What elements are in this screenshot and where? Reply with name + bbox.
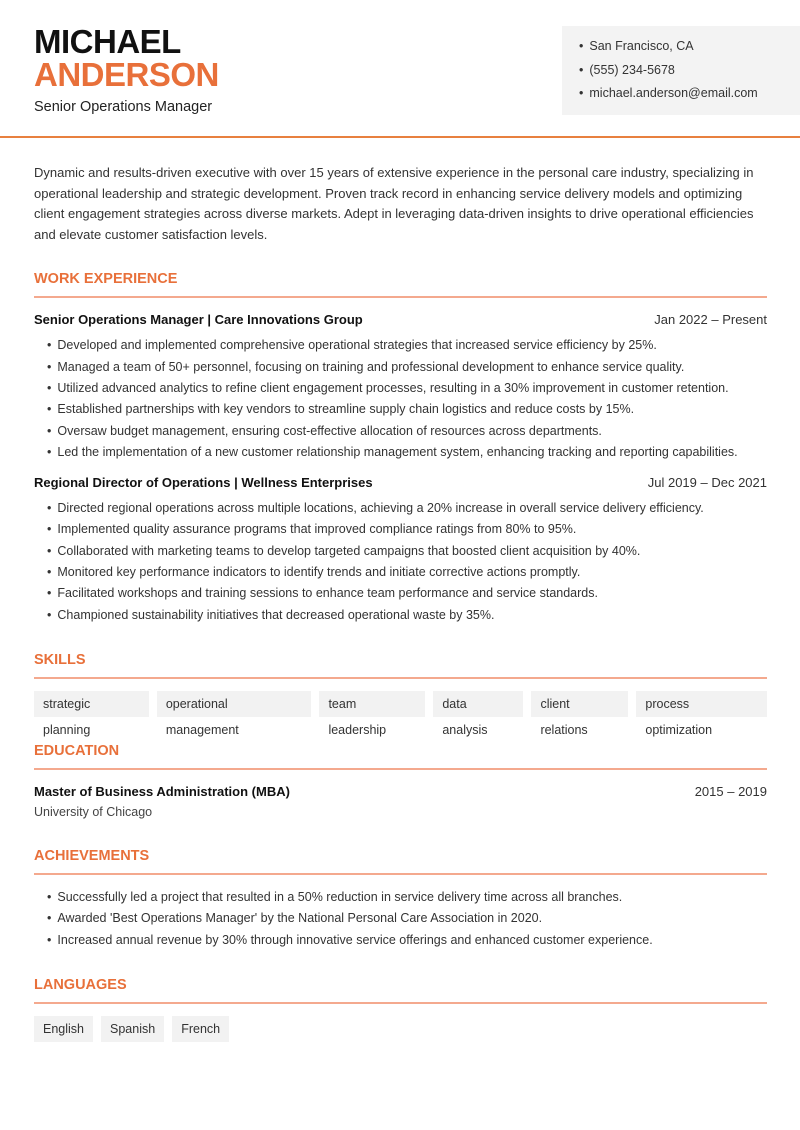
job-position: Senior Operations Manager | Care Innovations Group xyxy=(34,312,363,328)
skill-tag: operational management xyxy=(157,691,312,717)
job-dates: Jul 2019 – Dec 2021 xyxy=(647,475,767,491)
list-item: • Led the implementation of a new customer relationship management system, enhancing tracking and reporting capabilities. xyxy=(47,442,767,463)
list-item: • Developed and implemented comprehensive operational strategies that increased service efficiency by 25%. xyxy=(47,335,767,356)
list-item: • Implemented quality assurance programs that improved compliance ratings from 80% to 95%. xyxy=(47,519,767,540)
list-item: • Utilized advanced analytics to refine client engagement processes, resulting in a 30% improvement in customer retention. xyxy=(47,378,767,399)
list-item: • Established partnerships with key vendors to streamline supply chain logistics and reduce costs by 15%. xyxy=(47,399,767,420)
list-item: • Collaborated with marketing teams to develop targeted campaigns that boosted client acquisition by 40%. xyxy=(47,541,767,562)
job-header xyxy=(34,310,767,330)
list-item: • Awarded 'Best Operations Manager' by the National Personal Care Association in 2020. xyxy=(47,908,767,929)
skills-list xyxy=(34,691,767,737)
list-item: • Increased annual revenue by 30% through innovative service offerings and enhanced customer experience. xyxy=(47,930,767,951)
job-entry xyxy=(34,310,767,463)
list-item: • Successfully led a project that resulted in a 50% reduction in service delivery time across all branches. xyxy=(47,887,767,908)
list-item: • Facilitated workshops and training sessions to enhance team performance and service standards. xyxy=(47,583,767,604)
contact-email: • michael.anderson@email.com xyxy=(579,83,800,107)
education-entry xyxy=(34,782,767,822)
job-bullets xyxy=(34,498,767,626)
school: University of Chicago xyxy=(34,804,153,819)
section-title-education: EDUCATION xyxy=(34,743,767,770)
job-dates: Jan 2022 – Present xyxy=(654,312,767,328)
language-tag: Spanish xyxy=(101,1016,164,1042)
degree: Master of Business Administration (MBA) xyxy=(34,783,290,799)
list-item: • Championed sustainability initiatives that decreased operational waste by 35%. xyxy=(47,605,767,626)
job-header xyxy=(34,473,767,493)
skill-tag: strategic planning xyxy=(34,691,149,717)
first-name: MICHAEL xyxy=(34,23,181,60)
job-position: Regional Director of Operations | Wellness Enterprises xyxy=(34,475,373,491)
work-experience-list xyxy=(34,310,767,626)
job-title: Senior Operations Manager xyxy=(34,99,213,115)
list-item: • Directed regional operations across multiple locations, achieving a 20% increase in overall service delivery efficiency. xyxy=(47,498,767,519)
list-item: • Oversaw budget management, ensuring cost-effective allocation of resources across departments. xyxy=(47,421,767,442)
contact-phone: • (555) 234-5678 xyxy=(579,60,800,84)
skill-tag: process optimization xyxy=(636,691,767,717)
contact-box xyxy=(562,26,800,115)
skill-tag: team leadership xyxy=(319,691,425,717)
section-title-achievements: ACHIEVEMENTS xyxy=(34,848,767,875)
language-tag: French xyxy=(172,1016,229,1042)
skill-tag: data analysis xyxy=(433,691,523,717)
resume-header xyxy=(0,0,800,138)
job-entry xyxy=(34,473,767,626)
skill-tag: client relations xyxy=(531,691,628,717)
summary: Dynamic and results-driven executive with over 15 years of extensive experience in the personal care industry, specializing in operational leadership and strategic development. Proven track record in enhancing service delivery models and optimizing client engagement strategies across diverse markets. Adept in leveraging data-driven insights to drive operational efficiencies and elevate customer satisfaction levels. xyxy=(34,165,754,242)
language-tag: English xyxy=(34,1016,93,1042)
education-dates: 2015 – 2019 xyxy=(694,783,767,799)
languages-list xyxy=(34,1016,767,1042)
list-item: • Monitored key performance indicators to identify trends and initiate corrective actions promptly. xyxy=(47,562,767,583)
list-item: • Managed a team of 50+ personnel, focusing on training and professional development to enhance service quality. xyxy=(47,357,767,378)
section-title-work: WORK EXPERIENCE xyxy=(34,271,767,298)
achievements-list xyxy=(34,887,767,951)
section-title-skills: SKILLS xyxy=(34,652,767,679)
last-name: ANDERSON xyxy=(34,56,219,93)
job-bullets xyxy=(34,335,767,463)
section-title-languages: LANGUAGES xyxy=(34,977,767,1004)
contact-location: • San Francisco, CA xyxy=(579,36,800,60)
